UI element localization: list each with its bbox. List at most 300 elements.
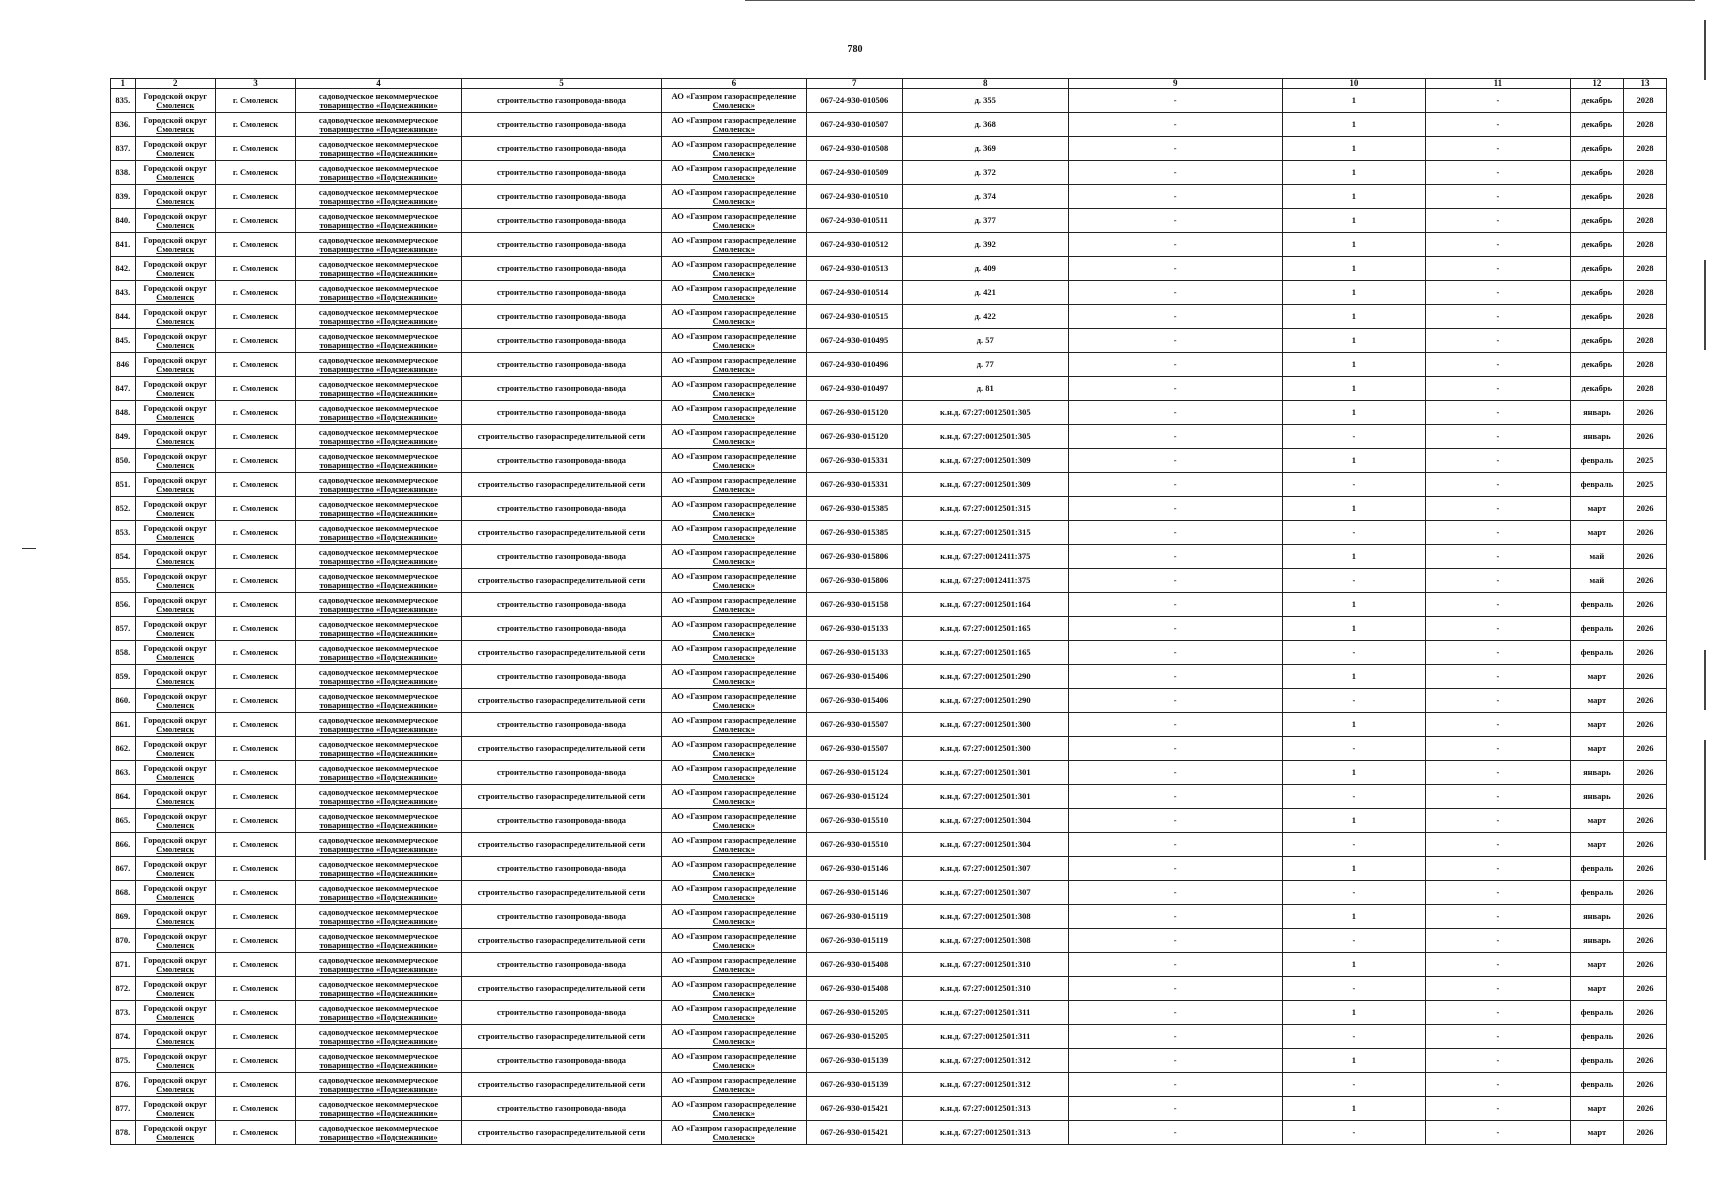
okrug-line: Смоленск (156, 627, 195, 638)
code-cell: 067-26-930-015146 (806, 881, 902, 905)
city-cell: г. Смоленск (215, 497, 295, 521)
snt-line: товарищество «Подснежники» (319, 291, 438, 302)
col9-cell: - (1068, 785, 1282, 809)
snt-line: товарищество «Подснежники» (319, 579, 438, 590)
table-row (111, 1049, 1667, 1073)
organization-cell (662, 329, 806, 353)
organization-line: Смоленск» (712, 1011, 755, 1022)
organization-line: АО «Газпром газораспределение (671, 570, 797, 581)
city-cell: г. Смоленск (215, 1001, 295, 1025)
column-header: 11 (1426, 79, 1570, 89)
organization-line: АО «Газпром газораспределение (671, 258, 797, 269)
col11-cell: - (1426, 209, 1570, 233)
year-cell: 2026 (1624, 761, 1667, 785)
okrug-line: Смоленск (156, 483, 195, 494)
work-type-cell: строительство газораспределительной сети (461, 689, 661, 713)
col11-cell: - (1426, 1097, 1570, 1121)
month-cell: декабрь (1570, 305, 1624, 329)
month-cell: февраль (1570, 593, 1624, 617)
snt-line: товарищество «Подснежники» (319, 1131, 438, 1142)
year-cell: 2026 (1624, 569, 1667, 593)
address-cell: к.н.д. 67:27:0012501:301 (902, 761, 1068, 785)
okrug-cell (135, 113, 215, 137)
okrug-line: Городской округ (143, 162, 208, 173)
snt-line: товарищество «Подснежники» (319, 363, 438, 374)
year-cell: 2026 (1624, 905, 1667, 929)
col10-cell: - (1282, 425, 1425, 449)
organization-cell (662, 665, 806, 689)
okrug-line: Городской округ (143, 738, 208, 749)
city-cell: г. Смоленск (215, 713, 295, 737)
work-type-cell: строительство газопровода-ввода (461, 905, 661, 929)
row-number: 872. (111, 977, 136, 1001)
okrug-cell (135, 329, 215, 353)
table-row (111, 233, 1667, 257)
city-cell: г. Смоленск (215, 521, 295, 545)
snt-line: товарищество «Подснежники» (319, 1107, 438, 1118)
organization-line: АО «Газпром газораспределение (671, 810, 797, 821)
organization-cell (662, 473, 806, 497)
organization-line: АО «Газпром газораспределение (671, 978, 797, 989)
table-row (111, 1097, 1667, 1121)
okrug-line: Городской округ (143, 570, 208, 581)
month-cell: февраль (1570, 641, 1624, 665)
organization-line: АО «Газпром газораспределение (671, 234, 797, 245)
work-type-cell: строительство газопровода-ввода (461, 257, 661, 281)
snt-cell (296, 521, 462, 545)
code-cell: 067-24-930-010513 (806, 257, 902, 281)
col9-cell: - (1068, 809, 1282, 833)
city-cell: г. Смоленск (215, 233, 295, 257)
organization-line: Смоленск» (712, 627, 755, 638)
city-cell: г. Смоленск (215, 665, 295, 689)
organization-line: Смоленск» (712, 1035, 755, 1046)
snt-cell (296, 377, 462, 401)
organization-line: АО «Газпром газораспределение (671, 906, 797, 917)
snt-line: садоводческое некоммерческое (318, 426, 439, 437)
address-cell: к.н.д. 67:27:0012501:313 (902, 1097, 1068, 1121)
okrug-line: Городской округ (143, 906, 208, 917)
month-cell: март (1570, 833, 1624, 857)
okrug-line: Городской округ (143, 1074, 208, 1085)
city-cell: г. Смоленск (215, 257, 295, 281)
col10-cell: 1 (1282, 281, 1425, 305)
row-number: 850. (111, 449, 136, 473)
col11-cell: - (1426, 425, 1570, 449)
row-number: 873. (111, 1001, 136, 1025)
snt-line: товарищество «Подснежники» (319, 627, 438, 638)
city-cell: г. Смоленск (215, 833, 295, 857)
address-cell: к.н.д. 67:27:0012501:307 (902, 857, 1068, 881)
organization-line: АО «Газпром газораспределение (671, 498, 797, 509)
organization-line: АО «Газпром газораспределение (671, 1002, 797, 1013)
month-cell: март (1570, 689, 1624, 713)
month-cell: март (1570, 1121, 1624, 1145)
organization-cell (662, 281, 806, 305)
col9-cell: - (1068, 1049, 1282, 1073)
year-cell: 2028 (1624, 137, 1667, 161)
snt-cell (296, 545, 462, 569)
column-header: 10 (1282, 79, 1425, 89)
month-cell: март (1570, 977, 1624, 1001)
col9-cell: - (1068, 473, 1282, 497)
organization-cell (662, 545, 806, 569)
organization-line: АО «Газпром газораспределение (671, 666, 797, 677)
organization-line: Смоленск» (712, 843, 755, 854)
organization-cell (662, 977, 806, 1001)
snt-line: товарищество «Подснежники» (319, 819, 438, 830)
city-cell: г. Смоленск (215, 881, 295, 905)
code-cell: 067-26-930-015120 (806, 425, 902, 449)
col10-cell: - (1282, 1073, 1425, 1097)
month-cell: декабрь (1570, 209, 1624, 233)
organization-cell (662, 857, 806, 881)
work-type-cell: строительство газопровода-ввода (461, 1049, 661, 1073)
okrug-line: Смоленск (156, 651, 195, 662)
work-type-cell: строительство газопровода-ввода (461, 233, 661, 257)
organization-line: АО «Газпром газораспределение (671, 114, 797, 125)
snt-cell (296, 689, 462, 713)
table-row (111, 785, 1667, 809)
col9-cell: - (1068, 833, 1282, 857)
row-number: 858. (111, 641, 136, 665)
city-cell: г. Смоленск (215, 785, 295, 809)
col10-cell: 1 (1282, 953, 1425, 977)
code-cell: 067-26-930-015406 (806, 689, 902, 713)
okrug-line: Смоленск (156, 507, 195, 518)
organization-cell (662, 1097, 806, 1121)
organization-line: Смоленск» (712, 819, 755, 830)
snt-line: товарищество «Подснежники» (319, 747, 438, 758)
col9-cell: - (1068, 281, 1282, 305)
okrug-line: Городской округ (143, 786, 208, 797)
work-type-cell: строительство газопровода-ввода (461, 665, 661, 689)
year-cell: 2026 (1624, 953, 1667, 977)
okrug-cell (135, 1025, 215, 1049)
row-number: 871. (111, 953, 136, 977)
organization-line: АО «Газпром газораспределение (671, 474, 797, 485)
okrug-line: Смоленск (156, 987, 195, 998)
code-cell: 067-26-930-015205 (806, 1001, 902, 1025)
code-cell: 067-26-930-015133 (806, 617, 902, 641)
snt-cell (296, 641, 462, 665)
year-cell: 2026 (1624, 1025, 1667, 1049)
month-cell: январь (1570, 761, 1624, 785)
organization-line: Смоленск» (712, 867, 755, 878)
address-cell: к.н.д. 67:27:0012501:290 (902, 665, 1068, 689)
table-row (111, 401, 1667, 425)
work-type-cell: строительство газопровода-ввода (461, 353, 661, 377)
okrug-cell (135, 1097, 215, 1121)
snt-line: садоводческое некоммерческое (318, 258, 439, 269)
row-number: 842. (111, 257, 136, 281)
okrug-line: Смоленск (156, 699, 195, 710)
city-cell: г. Смоленск (215, 281, 295, 305)
table-row (111, 1025, 1667, 1049)
okrug-cell (135, 953, 215, 977)
okrug-line: Городской округ (143, 762, 208, 773)
okrug-line: Городской округ (143, 402, 208, 413)
address-cell: к.н.д. 67:27:0012501:305 (902, 425, 1068, 449)
month-cell: декабрь (1570, 257, 1624, 281)
col10-cell: - (1282, 641, 1425, 665)
col10-cell: 1 (1282, 1001, 1425, 1025)
col9-cell: - (1068, 425, 1282, 449)
snt-line: садоводческое некоммерческое (318, 210, 439, 221)
organization-cell (662, 185, 806, 209)
organization-cell (662, 833, 806, 857)
okrug-line: Смоленск (156, 1107, 195, 1118)
snt-line: товарищество «Подснежники» (319, 867, 438, 878)
organization-cell (662, 1025, 806, 1049)
row-number: 874. (111, 1025, 136, 1049)
snt-line: товарищество «Подснежники» (319, 1035, 438, 1046)
snt-line: товарищество «Подснежники» (319, 123, 438, 134)
okrug-line: Городской округ (143, 930, 208, 941)
okrug-line: Городской округ (143, 450, 208, 461)
okrug-line: Городской округ (143, 714, 208, 725)
okrug-cell (135, 593, 215, 617)
code-cell: 067-24-930-010496 (806, 353, 902, 377)
city-cell: г. Смоленск (215, 953, 295, 977)
code-cell: 067-26-930-015331 (806, 473, 902, 497)
address-cell: к.н.д. 67:27:0012501:308 (902, 905, 1068, 929)
year-cell: 2026 (1624, 641, 1667, 665)
organization-cell (662, 401, 806, 425)
okrug-line: Смоленск (156, 771, 195, 782)
col9-cell: - (1068, 569, 1282, 593)
okrug-cell (135, 809, 215, 833)
address-cell: к.н.д. 67:27:0012501:300 (902, 713, 1068, 737)
code-cell: 067-26-930-015507 (806, 713, 902, 737)
city-cell: г. Смоленск (215, 977, 295, 1001)
col10-cell: 1 (1282, 809, 1425, 833)
snt-line: товарищество «Подснежники» (319, 555, 438, 566)
city-cell: г. Смоленск (215, 761, 295, 785)
okrug-cell (135, 881, 215, 905)
col11-cell: - (1426, 857, 1570, 881)
year-cell: 2026 (1624, 545, 1667, 569)
col11-cell: - (1426, 977, 1570, 1001)
okrug-line: Городской округ (143, 1098, 208, 1109)
year-cell: 2026 (1624, 1073, 1667, 1097)
work-type-cell: строительство газопровода-ввода (461, 713, 661, 737)
city-cell: г. Смоленск (215, 137, 295, 161)
code-cell: 067-26-930-015806 (806, 569, 902, 593)
col9-cell: - (1068, 737, 1282, 761)
col10-cell: 1 (1282, 377, 1425, 401)
col9-cell: - (1068, 305, 1282, 329)
address-cell: д. 57 (902, 329, 1068, 353)
year-cell: 2028 (1624, 161, 1667, 185)
organization-cell (662, 881, 806, 905)
organization-cell (662, 521, 806, 545)
okrug-cell (135, 353, 215, 377)
column-header: 13 (1624, 79, 1667, 89)
month-cell: март (1570, 665, 1624, 689)
row-number: 847. (111, 377, 136, 401)
work-type-cell: строительство газораспределительной сети (461, 833, 661, 857)
work-type-cell: строительство газопровода-ввода (461, 1001, 661, 1025)
col9-cell: - (1068, 953, 1282, 977)
work-type-cell: строительство газопровода-ввода (461, 305, 661, 329)
snt-cell (296, 353, 462, 377)
snt-line: садоводческое некоммерческое (318, 402, 439, 413)
snt-cell (296, 953, 462, 977)
table-row (111, 1001, 1667, 1025)
organization-line: Смоленск» (712, 483, 755, 494)
code-cell: 067-26-930-015510 (806, 833, 902, 857)
table-row (111, 737, 1667, 761)
snt-line: товарищество «Подснежники» (319, 771, 438, 782)
table-row (111, 905, 1667, 929)
year-cell: 2026 (1624, 497, 1667, 521)
okrug-cell (135, 137, 215, 161)
col9-cell: - (1068, 545, 1282, 569)
year-cell: 2028 (1624, 89, 1667, 113)
snt-line: товарищество «Подснежники» (319, 939, 438, 950)
city-cell: г. Смоленск (215, 329, 295, 353)
year-cell: 2026 (1624, 737, 1667, 761)
okrug-cell (135, 1001, 215, 1025)
city-cell: г. Смоленск (215, 425, 295, 449)
okrug-line: Городской округ (143, 426, 208, 437)
col11-cell: - (1426, 521, 1570, 545)
organization-line: Смоленск» (712, 579, 755, 590)
snt-line: товарищество «Подснежники» (319, 843, 438, 854)
col10-cell: - (1282, 833, 1425, 857)
col11-cell: - (1426, 1025, 1570, 1049)
code-cell: 067-24-930-010497 (806, 377, 902, 401)
city-cell: г. Смоленск (215, 209, 295, 233)
row-number: 836. (111, 113, 136, 137)
city-cell: г. Смоленск (215, 737, 295, 761)
organization-line: Смоленск» (712, 267, 755, 278)
snt-cell (296, 1049, 462, 1073)
snt-line: садоводческое некоммерческое (318, 714, 439, 725)
snt-line: товарищество «Подснежники» (319, 339, 438, 350)
snt-line: товарищество «Подснежники» (319, 987, 438, 998)
work-type-cell: строительство газораспределительной сети (461, 977, 661, 1001)
col10-cell: - (1282, 929, 1425, 953)
organization-line: АО «Газпром газораспределение (671, 954, 797, 965)
month-cell: январь (1570, 425, 1624, 449)
year-cell: 2028 (1624, 353, 1667, 377)
col10-cell: 1 (1282, 113, 1425, 137)
code-cell: 067-26-930-015119 (806, 905, 902, 929)
col9-cell: - (1068, 377, 1282, 401)
organization-cell (662, 377, 806, 401)
snt-line: товарищество «Подснежники» (319, 723, 438, 734)
col11-cell: - (1426, 113, 1570, 137)
organization-line: АО «Газпром газораспределение (671, 546, 797, 557)
code-cell: 067-26-930-015139 (806, 1049, 902, 1073)
snt-cell (296, 1025, 462, 1049)
okrug-line: Городской округ (143, 882, 208, 893)
snt-cell (296, 425, 462, 449)
table-row (111, 593, 1667, 617)
snt-line: садоводческое некоммерческое (318, 1122, 439, 1133)
okrug-line: Городской округ (143, 594, 208, 605)
okrug-line: Городской округ (143, 138, 208, 149)
organization-line: АО «Газпром газораспределение (671, 426, 797, 437)
snt-line: товарищество «Подснежники» (319, 507, 438, 518)
snt-cell (296, 449, 462, 473)
city-cell: г. Смоленск (215, 1049, 295, 1073)
organization-line: АО «Газпром газораспределение (671, 930, 797, 941)
address-cell: к.н.д. 67:27:0012501:304 (902, 809, 1068, 833)
col9-cell: - (1068, 521, 1282, 545)
snt-cell (296, 305, 462, 329)
snt-line: товарищество «Подснежники» (319, 1083, 438, 1094)
col11-cell: - (1426, 761, 1570, 785)
address-cell: к.н.д. 67:27:0012501:312 (902, 1073, 1068, 1097)
col9-cell: - (1068, 137, 1282, 161)
city-cell: г. Смоленск (215, 929, 295, 953)
col11-cell: - (1426, 1073, 1570, 1097)
address-cell: д. 374 (902, 185, 1068, 209)
organization-cell (662, 1049, 806, 1073)
col9-cell: - (1068, 713, 1282, 737)
snt-line: товарищество «Подснежники» (319, 243, 438, 254)
city-cell: г. Смоленск (215, 1097, 295, 1121)
snt-line: садоводческое некоммерческое (318, 498, 439, 509)
organization-cell (662, 257, 806, 281)
address-cell: к.н.д. 67:27:0012501:165 (902, 617, 1068, 641)
work-type-cell: строительство газораспределительной сети (461, 1025, 661, 1049)
snt-line: садоводческое некоммерческое (318, 738, 439, 749)
snt-line: садоводческое некоммерческое (318, 810, 439, 821)
organization-line: АО «Газпром газораспределение (671, 618, 797, 629)
table-row (111, 353, 1667, 377)
snt-line: садоводческое некоммерческое (318, 330, 439, 341)
snt-line: садоводческое некоммерческое (318, 954, 439, 965)
okrug-line: Смоленск (156, 963, 195, 974)
col10-cell: 1 (1282, 401, 1425, 425)
snt-line: товарищество «Подснежники» (319, 915, 438, 926)
organization-line: Смоленск» (712, 531, 755, 542)
work-type-cell: строительство газопровода-ввода (461, 497, 661, 521)
okrug-cell (135, 977, 215, 1001)
col10-cell: 1 (1282, 233, 1425, 257)
month-cell: март (1570, 521, 1624, 545)
snt-line: садоводческое некоммерческое (318, 234, 439, 245)
col11-cell: - (1426, 569, 1570, 593)
row-number: 848. (111, 401, 136, 425)
okrug-cell (135, 665, 215, 689)
organization-cell (662, 233, 806, 257)
code-cell: 067-24-930-010507 (806, 113, 902, 137)
row-number: 838. (111, 161, 136, 185)
code-cell: 067-26-930-015408 (806, 953, 902, 977)
column-header: 1 (111, 79, 136, 89)
okrug-cell (135, 209, 215, 233)
table-row (111, 881, 1667, 905)
table-row (111, 425, 1667, 449)
snt-cell (296, 185, 462, 209)
col10-cell: 1 (1282, 185, 1425, 209)
col11-cell: - (1426, 905, 1570, 929)
snt-cell (296, 113, 462, 137)
column-header: 12 (1570, 79, 1624, 89)
snt-line: садоводческое некоммерческое (318, 1050, 439, 1061)
table-row (111, 377, 1667, 401)
organization-line: Смоленск» (712, 939, 755, 950)
city-cell: г. Смоленск (215, 569, 295, 593)
address-cell: д. 421 (902, 281, 1068, 305)
table-row (111, 497, 1667, 521)
col11-cell: - (1426, 473, 1570, 497)
